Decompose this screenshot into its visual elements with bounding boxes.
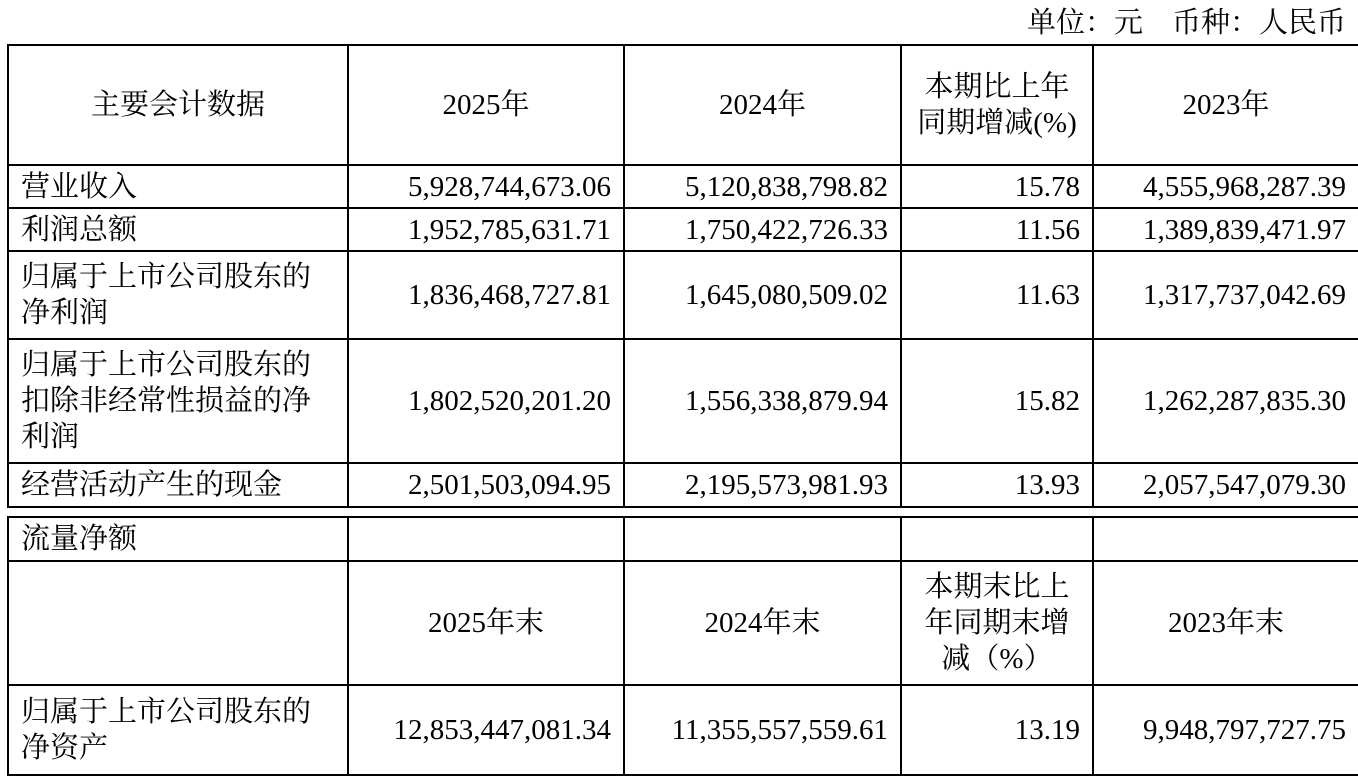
cell-value: 2,057,547,079.30 bbox=[1093, 463, 1358, 507]
empty-cell bbox=[348, 517, 624, 561]
table-row bbox=[8, 463, 1358, 507]
cell-value: 15.78 bbox=[901, 165, 1093, 208]
cell-value: 5,120,838,798.82 bbox=[624, 165, 901, 208]
cell-value: 11.56 bbox=[901, 208, 1093, 251]
row-label: 归属于上市公司股东的净利润 bbox=[8, 251, 348, 339]
cell-value: 12,853,447,081.34 bbox=[348, 685, 624, 775]
header-2024: 2024年 bbox=[624, 45, 901, 165]
currency-unit-note: 单位：元 币种：人民币 bbox=[1026, 7, 1346, 39]
cell-value: 13.93 bbox=[901, 463, 1093, 507]
row-label: 经营活动产生的现金 bbox=[8, 463, 348, 507]
cell-value: 1,389,839,471.97 bbox=[1093, 208, 1358, 251]
header-yoy-change: 本期比上年同期增减(%) bbox=[901, 45, 1093, 165]
row-label-continuation: 流量净额 bbox=[8, 517, 348, 561]
cell-value: 1,645,080,509.02 bbox=[624, 251, 901, 339]
key-accounting-data-table bbox=[7, 44, 1358, 508]
row-label: 归属于上市公司股东的扣除非经常性损益的净利润 bbox=[8, 339, 348, 463]
header-2025: 2025年 bbox=[348, 45, 624, 165]
cell-value: 1,952,785,631.71 bbox=[348, 208, 624, 251]
table-header-row bbox=[8, 561, 1358, 685]
cell-value: 1,556,338,879.94 bbox=[624, 339, 901, 463]
header-2024-end: 2024年末 bbox=[624, 561, 901, 685]
cell-value: 15.82 bbox=[901, 339, 1093, 463]
table-row bbox=[8, 208, 1358, 251]
cell-value: 2,195,573,981.93 bbox=[624, 463, 901, 507]
empty-cell bbox=[1093, 517, 1358, 561]
table-row bbox=[8, 517, 1358, 561]
cell-value: 4,555,968,287.39 bbox=[1093, 165, 1358, 208]
row-label: 利润总额 bbox=[8, 208, 348, 251]
cell-value: 11.63 bbox=[901, 251, 1093, 339]
cell-value: 5,928,744,673.06 bbox=[348, 165, 624, 208]
cell-value: 1,317,737,042.69 bbox=[1093, 251, 1358, 339]
header-2025-end: 2025年末 bbox=[348, 561, 624, 685]
empty-cell bbox=[901, 517, 1093, 561]
header-empty bbox=[8, 561, 348, 685]
cell-value: 1,802,520,201.20 bbox=[348, 339, 624, 463]
header-2023: 2023年 bbox=[1093, 45, 1358, 165]
empty-cell bbox=[624, 517, 901, 561]
table-row bbox=[8, 251, 1358, 339]
cell-value: 1,836,468,727.81 bbox=[348, 251, 624, 339]
table-header-row bbox=[8, 45, 1358, 165]
cell-value: 1,750,422,726.33 bbox=[624, 208, 901, 251]
table-row bbox=[8, 165, 1358, 208]
net-assets-table bbox=[7, 516, 1358, 776]
cell-value: 13.19 bbox=[901, 685, 1093, 775]
header-main-data: 主要会计数据 bbox=[8, 45, 348, 165]
cell-value: 2,501,503,094.95 bbox=[348, 463, 624, 507]
cell-value: 9,948,797,727.75 bbox=[1093, 685, 1358, 775]
row-label: 营业收入 bbox=[8, 165, 348, 208]
row-label: 归属于上市公司股东的净资产 bbox=[8, 685, 348, 775]
table-row bbox=[8, 339, 1358, 463]
cell-value: 11,355,557,559.61 bbox=[624, 685, 901, 775]
header-yoy-change-end: 本期末比上年同期末增减（%） bbox=[901, 561, 1093, 685]
cell-value: 1,262,287,835.30 bbox=[1093, 339, 1358, 463]
header-2023-end: 2023年末 bbox=[1093, 561, 1358, 685]
table-row bbox=[8, 685, 1358, 775]
